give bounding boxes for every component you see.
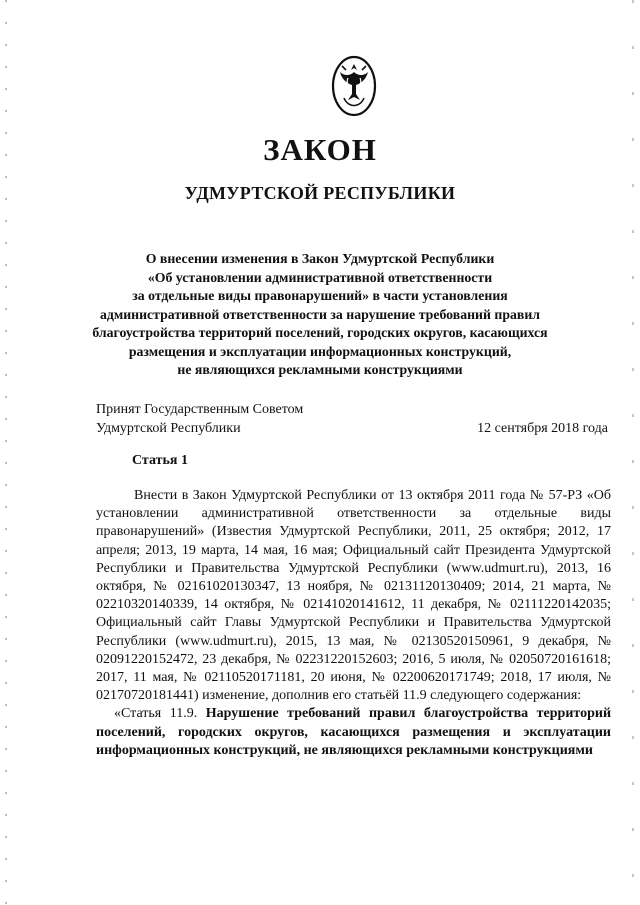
udmurt-coat-of-arms-icon bbox=[330, 54, 378, 120]
adopted-by-line1: Принят Государственным Советом bbox=[96, 402, 304, 417]
quote-bold-text: Нарушение требований правил благоустройства территорий поселений, городских округов, касающихся размещения и эксплуатации информационных конструкций, не являющихся рекламными конструкциями bbox=[96, 706, 612, 758]
quote-prefix: «Статья 11.9. bbox=[114, 706, 198, 722]
heading-line: за отдельные виды правонарушений» в части установления bbox=[132, 288, 508, 303]
document-title: ЗАКОН bbox=[263, 132, 377, 167]
heading-line: размещения и эксплуатации информационных конструкций, bbox=[128, 343, 512, 359]
law-heading bbox=[0, 250, 640, 380]
heading-line: благоустройства территорий поселений, городских округов, касающихся bbox=[92, 325, 548, 340]
adoption-block bbox=[96, 401, 608, 438]
heading-line: не являющихся рекламными конструкциями bbox=[177, 362, 463, 377]
adoption-date: 12 сентября 2018 года bbox=[477, 420, 608, 436]
heading-line: «Об установлении административной ответственности bbox=[147, 269, 493, 285]
heading-line: О внесении изменения в Закон Удмуртской Республики bbox=[145, 251, 495, 266]
document-subtitle: УДМУРТСКОЙ РЕСПУБЛИКИ bbox=[184, 183, 456, 203]
article-body bbox=[96, 487, 611, 760]
article-title: Статья 1 bbox=[132, 453, 188, 468]
article-quote bbox=[96, 705, 611, 760]
adopted-by-line2: Удмуртской Республики bbox=[96, 420, 241, 436]
heading-line: административной ответственности за нарушение требований правил bbox=[99, 306, 541, 322]
article-paragraph: Внести в Закон Удмуртской Республики от 13 октября 2011 года № 57-РЗ «Об установлении административной ответственности за отдельные виды правонарушений» (Известия Удмуртской Республики, 2011, 25 октября; 2012, 17 апреля; 2013, 19 марта, 14 мая, 16 мая; Официальный сайт Президента Удмуртской Республики и Правительства Удмуртской Республики (www.udmurt.ru), 2013, 16 октября, № 02161020130347, 13 ноября, № 02131120130409; 2014, 21 марта, № 02210320140339, 14 октября, № 02141020141612, 11 декабря, № 02111220142035; Официальный сайт Главы Удмуртской Республики и Правительства Удмуртской Республики (www.udmurt.ru), 2015, 13 мая, № 02130520150961, 9 декабря, № 02091220152472, 23 декабря, № 02231220152603; 2016, 5 июля, № 02050720161618; 2017, 11 мая, № 02110520171181, 20 июня, № 02200620171749; 2018, 17 июля, № 02170720181441) изменение, дополнив его статьёй 11.9 следующего содержания: bbox=[96, 488, 611, 704]
